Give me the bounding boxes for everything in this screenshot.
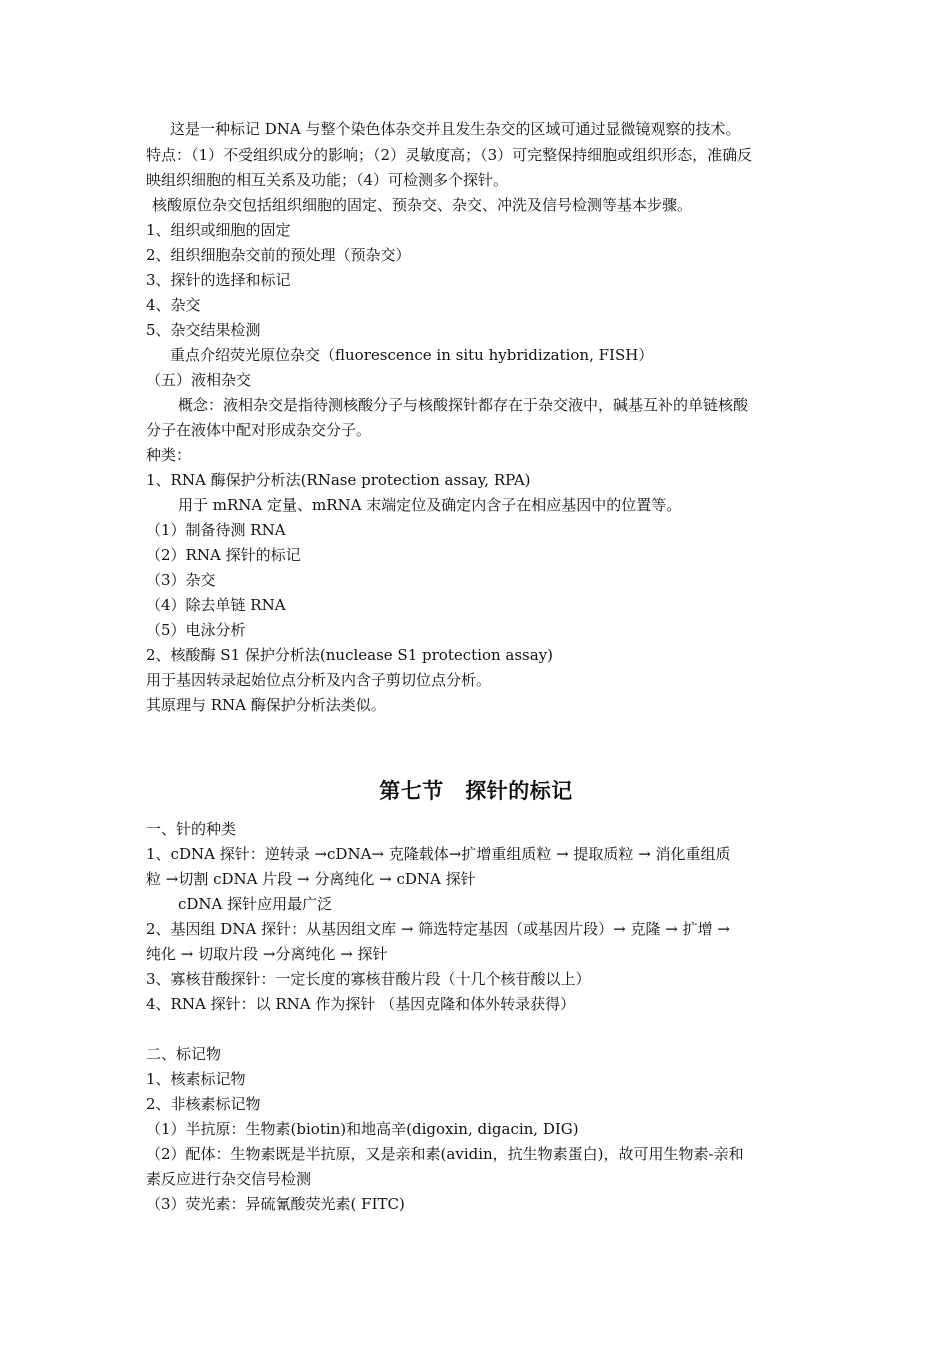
list-item-cdna-probe-line2: 粒 →切割 cDNA 片段 → 分离纯化 → cDNA 探针 [146,870,476,888]
subheading-labels: 二、标记物 [146,1045,222,1063]
list-item-cdna-probe-line1: 1、cDNA 探针：逆转录 →cDNA→ 克隆载体→扩增重组质粒 → 提取质粒 → 消化重组质 [146,845,731,863]
paragraph-rpa-usage: 用于 mRNA 定量、mRNA 末端定位及确定内含子在相应基因中的位置等。 [178,496,682,514]
list-item-step-5: 5、杂交结果检测 [146,321,261,339]
paragraph-concept-line2: 分子在液体中配对形成杂交分子。 [146,421,372,439]
list-item-fluorescein: （3）荧光素：异硫氰酸荧光素( FITC) [146,1195,405,1213]
paragraph-fish-focus: 重点介绍荧光原位杂交（fluorescence in situ hybridization, FISH） [170,346,654,364]
list-item-radio-label: 1、核素标记物 [146,1070,246,1088]
paragraph-s1-usage: 用于基因转录起始位点分析及内含子剪切位点分析。 [146,671,492,689]
list-item-ligand-line1: （2）配体：生物素既是半抗原，又是亲和素(avidin，抗生物素蛋白)，故可用生物素-亲和 [146,1145,744,1163]
list-item-nonradio-label: 2、非核素标记物 [146,1095,261,1113]
paragraph-concept-line1: 概念：液相杂交是指待测核酸分子与核酸探针都存在于杂交液中，碱基互补的单链核酸 [178,396,749,414]
list-item-step-4: 4、杂交 [146,296,201,314]
list-item-hapten: （1）半抗原：生物素(biotin)和地高辛(digoxin, digacin, DIG) [146,1120,579,1138]
paragraph-fish-intro: 这是一种标记 DNA 与整个染色体杂交并且发生杂交的区域可通过显微镜观察的技术。 [170,120,741,138]
list-item-rpa: 1、RNA 酶保护分析法(RNase protection assay, RPA) [146,471,531,489]
list-item-s1-assay: 2、核酸酶 S1 保护分析法(nuclease S1 protection assay) [146,646,554,664]
list-item-rpa-step-2: （2）RNA 探针的标记 [146,546,301,564]
paragraph-cdna-note: cDNA 探针应用最广泛 [178,895,333,913]
list-item-rpa-step-1: （1）制备待测 RNA [146,521,286,539]
list-item-step-3: 3、探针的选择和标记 [146,271,291,289]
subheading-liquid-hybridization: （五）液相杂交 [146,371,252,389]
list-item-ligand-line2: 素反应进行杂交信号检测 [146,1170,312,1188]
label-types: 种类： [146,446,192,464]
list-item-rpa-step-4: （4）除去单链 RNA [146,596,286,614]
list-item-rpa-step-3: （3）杂交 [146,571,216,589]
list-item-oligo-probe: 3、寡核苷酸探针：一定长度的寡核苷酸片段（十几个核苷酸以上） [146,970,591,988]
list-item-genomic-probe-line1: 2、基因组 DNA 探针：从基因组文库 → 筛选特定基因（或基因片段）→ 克隆 → 扩增 → [146,920,730,938]
list-item-genomic-probe-line2: 纯化 → 切取片段 →分离纯化 → 探针 [146,945,388,963]
list-item-rna-probe: 4、RNA 探针：以 RNA 作为探针 （基因克隆和体外转录获得） [146,995,576,1013]
paragraph-s1-principle: 其原理与 RNA 酶保护分析法类似。 [146,696,386,714]
subheading-probe-types: 一、针的种类 [146,820,237,838]
paragraph-features-line2: 映组织细胞的相互关系及功能；（4）可检测多个探针。 [146,171,509,189]
paragraph-features-line1: 特点：（1）不受组织成分的影响；（2）灵敏度高；（3）可完整保持细胞或组织形态，准确反 [146,146,753,164]
section-title: 第七节 探针的标记 [379,779,573,803]
list-item-step-1: 1、组织或细胞的固定 [146,221,291,239]
list-item-rpa-step-5: （5）电泳分析 [146,621,246,639]
list-item-step-2: 2、组织细胞杂交前的预处理（预杂交） [146,246,411,264]
paragraph-steps-summary: 核酸原位杂交包括组织细胞的固定、预杂交、杂交、冲洗及信号检测等基本步骤。 [152,196,693,214]
